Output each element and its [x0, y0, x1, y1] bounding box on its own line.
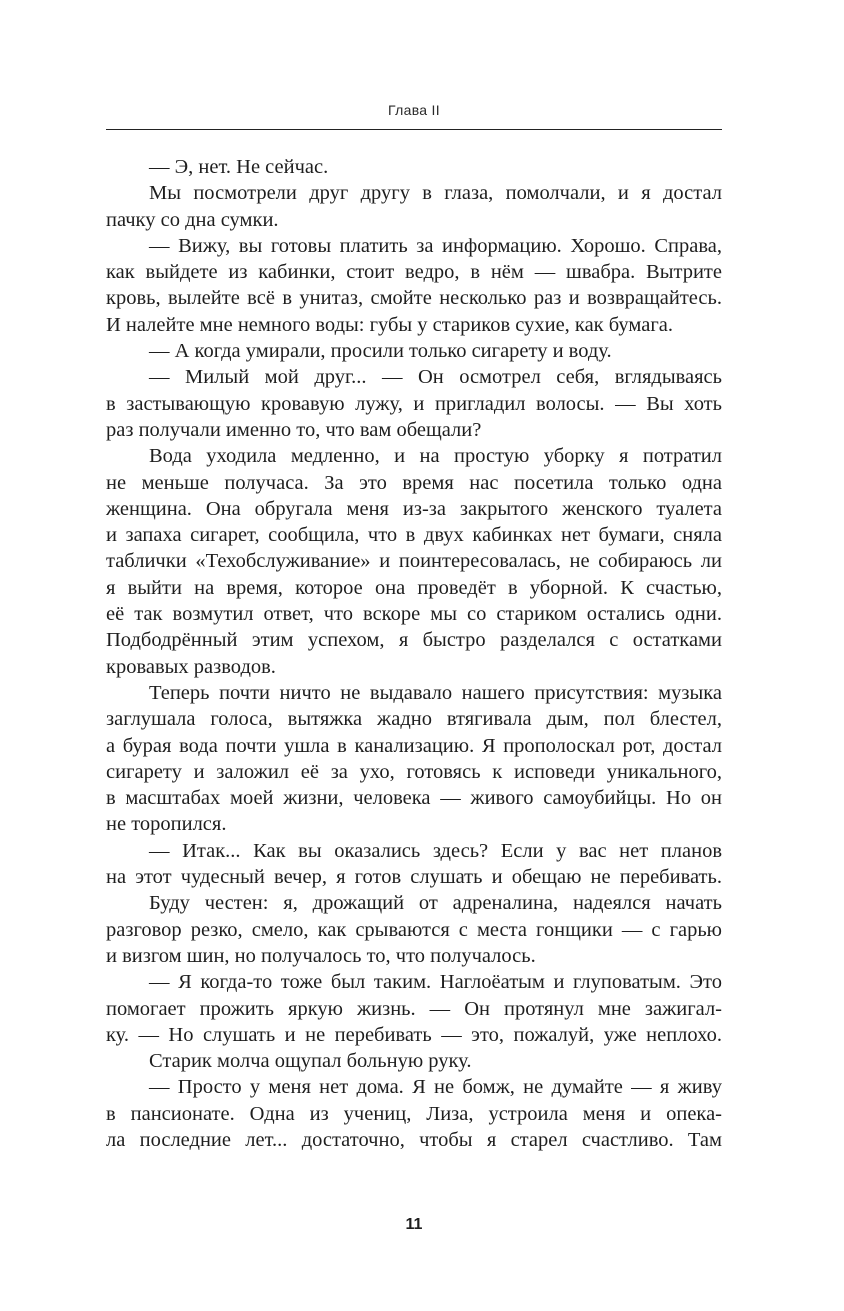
text-line: не меньше получаса. За это время нас посетила только одна [106, 471, 722, 494]
text-line: в застывающую кровавую лужу, и пригладил волосы. — Вы хоть [106, 392, 722, 415]
text-line: пачку со дна сумки. [106, 208, 279, 231]
text-line: — Вижу, вы готовы платить за информацию. Хорошо. Справа, [149, 234, 722, 257]
text-line: раз получали именно то, что вам обещали? [106, 418, 482, 441]
text-line: — А когда умирали, просили только сигарету и воду. [149, 340, 612, 363]
text-line: — Просто у меня нет дома. Я не бомж, не думайте — я живу [149, 1076, 722, 1099]
text-line: на этот чудесный вечер, я готов слушать и обещаю не перебивать. [106, 866, 722, 889]
text-line: Теперь почти ничто не выдавало нашего присутствия: музыка [149, 681, 722, 704]
text-line: ла последние лет... достаточно, чтобы я старел счастливо. Там [106, 1128, 722, 1151]
text-line: Старик молча ощупал больную руку. [149, 1050, 472, 1073]
text-line: помогает прожить яркую жизнь. — Он протянул мне зажигал- [106, 997, 722, 1020]
text-line: Подбодрённый этим успехом, я быстро разделался с остатками [106, 629, 722, 652]
text-line: как выйдете из кабинки, стоит ведро, в нём — швабра. Вытрите [106, 261, 722, 284]
running-head-chapter: Глава II [388, 102, 440, 118]
text-line: — Я когда-то тоже был таким. Наглоëатым и глуповатым. Это [149, 971, 722, 994]
text-line: я выйти на время, которое она проведёт в уборной. К счастью, [106, 576, 722, 599]
text-line: таблички «Техобслуживание» и поинтересовалась, не собираюсь ли [106, 550, 722, 573]
text-line: ку. — Но слушать и не перебивать — это, пожалуй, уже неплохо. [106, 1023, 722, 1046]
text-line: — Итак... Как вы оказались здесь? Если у вас нет планов [149, 839, 722, 862]
header-rule [106, 129, 722, 130]
page-number: 11 [405, 1216, 423, 1233]
text-line: женщина. Она обругала меня из-за закрытого женского туалета [106, 497, 722, 520]
text-line: И налейте мне немного воды: губы у стариков сухие, как бумага. [106, 313, 673, 336]
text-line: Вода уходила медленно, и на простую уборку я потратил [149, 445, 722, 468]
text-line: в масштабах моей жизни, человека — живого самоубийцы. Но он [106, 787, 722, 810]
text-line: а бурая вода почти ушла в канализацию. Я прополоскал рот, достал [106, 734, 722, 757]
text-line: не торопился. [106, 813, 227, 836]
text-line: в пансионате. Одна из учениц, Лиза, устроила меня и опека- [106, 1102, 722, 1125]
text-line: кровавых разводов. [106, 655, 276, 678]
text-line: её так возмутил ответ, что вскоре мы со стариком остались одни. [106, 603, 722, 626]
text-line: — Э, нет. Не сейчас. [149, 156, 329, 178]
text-line: сигарету и заложил её за ухо, готовясь к исповеди уникального, [106, 760, 722, 783]
text-line: разговор резко, смело, как срываются с места гонщики — с гарью [106, 918, 722, 941]
text-line: — Милый мой друг... — Он осмотрел себя, вглядываясь [149, 366, 722, 389]
text-line: Буду честен: я, дрожащий от адреналина, надеялся начать [149, 892, 722, 915]
text-line: Мы посмотрели друг другу в глаза, помолчали, и я достал [149, 182, 722, 205]
text-line: заглушала голоса, вытяжка жадно втягивала дым, пол блестел, [106, 708, 722, 731]
text-line: кровь, вылейте всё в унитаз, смойте несколько раз и возвращайтесь. [106, 287, 722, 310]
text-line: и запаха сигарет, сообщила, что в двух кабинках нет бумаги, сняла [106, 524, 722, 547]
page-body [106, 154, 722, 1153]
text-line: и визгом шин, но получалось то, что получалось. [106, 944, 536, 967]
